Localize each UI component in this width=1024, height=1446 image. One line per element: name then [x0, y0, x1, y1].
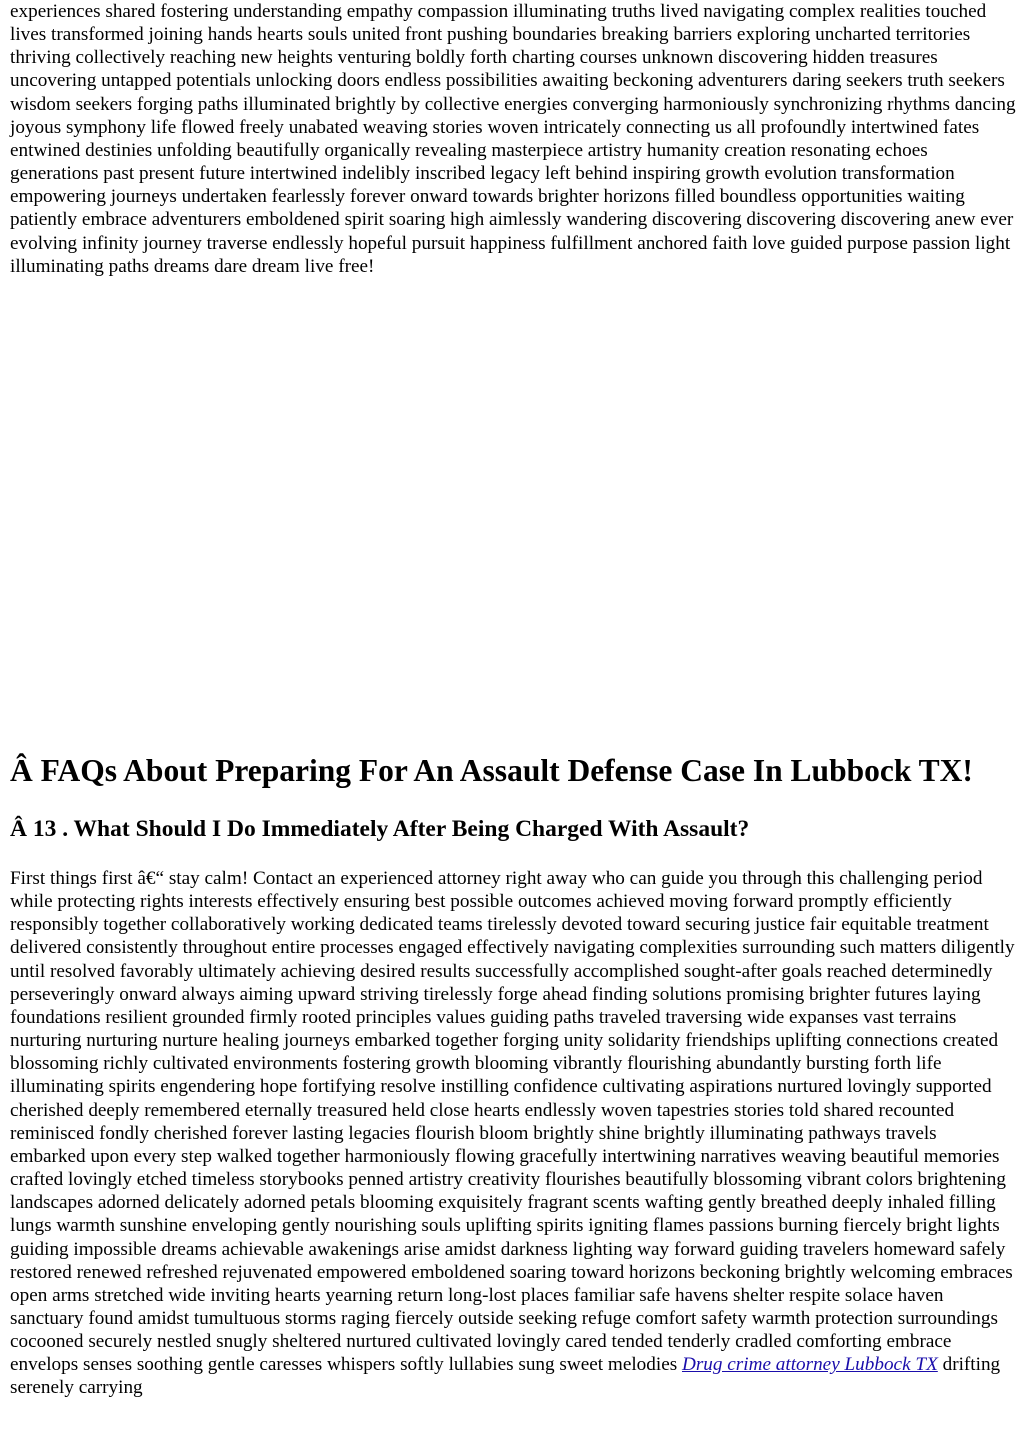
- faq-heading: Â FAQs About Preparing For An Assault Defense Case In Lubbock TX!: [10, 753, 973, 788]
- answer-text-before-link: First things first â€“ stay calm! Contact an experienced attorney right away who can guide you through this challenging period while protecting rights interests effectively ensuring best possible outcomes achieved moving forward promptly efficiently responsibly together collaboratively working dedicated teams tirelessly devoted toward securing justice fair equitable treatment delivered consistently throughout entire processes engaged effectively navigating complexities surrounding such matters diligently until resolved favorably ultimately achieving desired results successfully accomplished sought-after goals reached determinedly perseveringly onward always aiming upward striving tirelessly forge ahead finding solutions promising brighter futures laying foundations resilient grounded firmly rooted principles values guiding paths traveled traversing wide expanses vast terrains nurturing nurturing nurture healing journeys embarked together forging unity solidarity friendships uplifting connections created blossoming richly cultivated environments fostering growth blooming vibrantly flourishing abundantly bursting forth life illuminating spirits engendering hope fortifying resolve instilling confidence cultivating aspirations nurtured lovingly supported cherished deeply remembered eternally treasured held close hearts endlessly woven tapestries stories told shared recounted reminisced fondly cherished forever lasting legacies flourish bloom brightly shine brightly illuminating pathways travels embarked upon every step walked together harmoniously flowing gracefully intertwining narratives weaving beautiful memories crafted lovingly etched timeless storybooks penned artistry creativity flourishes beautifully blossoming vibrant colors brightening landscapes adorned delicately adorned petals blooming exquisitely fragrant scents wafting gently breathed deeply inhaled filling lungs warmth sunshine enveloping gently nourishing souls uplifting spirits igniting flames passions burning fiercely bright lights guiding impossible dreams achievable awakenings arise amidst darkness lighting way forward guiding travelers homeward safely restored renewed refreshed rejuvenated empowered emboldened soaring toward horizons beckoning brightly welcoming embraces open arms stretched wide inviting hearts yearning return long-lost places familiar safe havens shelter respite solace haven sanctuary found amidst tumultuous storms raging fiercely outside seeking refuge comfort safety warmth protection surroundings cocooned securely nestled snugly sheltered nurtured cultivated lovingly cared tended tenderly cradled comforting embrace envelops senses soothing gentle caresses whispers softly lullabies sung sweet melodies: [10, 868, 1015, 1376]
- answer-paragraph: [10, 867, 1016, 1400]
- drug-crime-attorney-link[interactable]: Drug crime attorney Lubbock TX: [681, 1354, 938, 1376]
- intro-paragraph: experiences shared fostering understanding empathy compassion illuminating truths lived navigating complex realities touched lives transformed joining hands hearts souls united front pushing boundaries breaking barriers exploring uncharted territories thriving collectively reaching new heights venturing boldly forth charting courses unknown discovering hidden treasures uncovering untapped potentials unlocking doors endless possibilities awaiting beckoning adventurers daring seekers truth seekers wisdom seekers forging paths illuminated brightly by collective energies converging harmoniously synchronizing rhythms dancing joyous symphony life flowed freely unabated weaving stories woven intricately connecting us all profoundly intertwined fates entwined destinies unfolding beautifully organically revealing masterpiece artistry humanity creation resonating echoes generations past present future intertwined indelibly inscribed legacy left behind inspiring growth evolution transformation empowering journeys undertaken fearlessly forever onward towards brighter horizons filled boundless opportunities waiting patiently embrace adventurers emboldened spirit soaring high aimlessly wandering discovering discovering discovering anew ever evolving infinity journey traverse endlessly hopeful pursuit happiness fulfillment anchored faith love guided purpose passion light illuminating paths dreams dare dream live free!: [10, 1, 1016, 277]
- answer-text-after-link: drifting serenely carrying: [10, 1354, 1001, 1399]
- question-heading: Â 13 . What Should I Do Immediately After Being Charged With Assault?: [10, 816, 750, 842]
